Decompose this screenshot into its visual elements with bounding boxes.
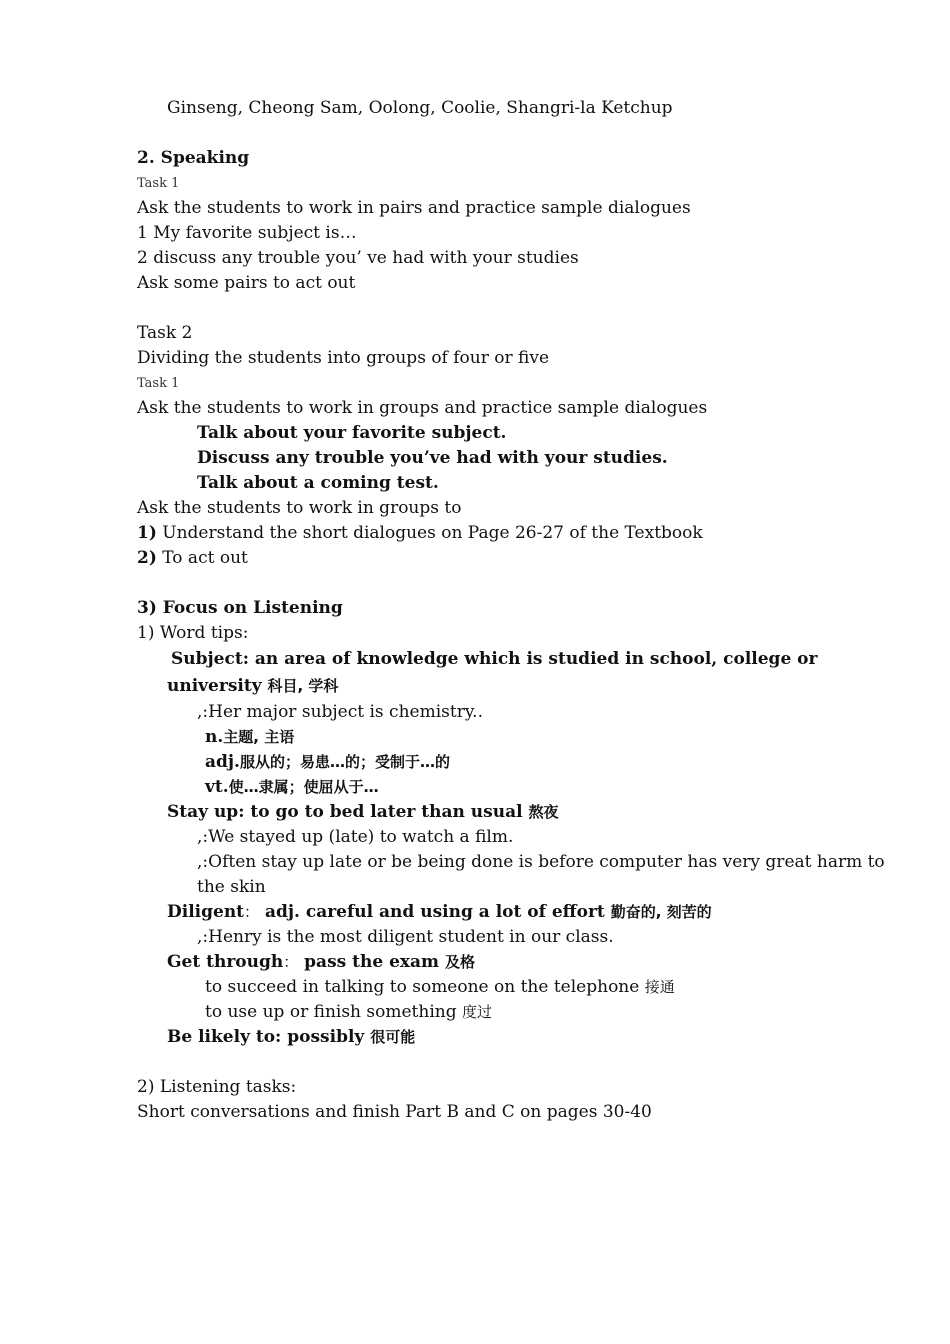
task1-item: 1 My favorite subject is… (137, 223, 357, 243)
task2-sub-label: Task 1 (137, 376, 180, 391)
groups-item-text: To act out (156, 548, 248, 568)
get-through-definition-text: pass the exam (298, 952, 445, 972)
get-through-sense-text: to use up or finish something (205, 1002, 463, 1022)
groups-item (137, 521, 927, 546)
stay-up-definition (137, 800, 927, 825)
task1-label: Task 1 (137, 176, 180, 191)
task2-topic: Talk about a coming test. (197, 473, 439, 493)
diligent-separator: ： (244, 903, 260, 921)
stay-up-definition-text: Stay up: to go to bed later than usual (167, 802, 529, 822)
stay-up-example-cont: the skin (197, 877, 266, 897)
listening-tasks-text: Short conversations and finish Part B and C on pages 30-40 (137, 1102, 652, 1122)
be-likely-translation: 很可能 (370, 1028, 416, 1046)
listening-heading: 3) Focus on Listening (137, 598, 343, 618)
subject-definition: Subject: an area of knowledge which is studied in school, college or (171, 649, 818, 669)
get-through-sense (137, 975, 927, 1000)
subject-translation: 科目, 学科 (267, 677, 339, 695)
get-through-separator: ： (283, 953, 299, 971)
subject-definition-cont (137, 673, 927, 700)
groups-intro: Ask the students to work in groups to (137, 498, 462, 518)
get-through-translation: 及格 (444, 953, 475, 971)
diligent-word: Diligent (167, 902, 245, 922)
get-through-sense (137, 1000, 927, 1025)
stay-up-translation: 熬夜 (528, 803, 559, 821)
task2-topic: Talk about your favorite subject. (197, 423, 507, 443)
get-through-word: Get through (167, 952, 284, 972)
task2-sub-instruction: Ask the students to work in groups and practice sample dialogues (137, 398, 708, 418)
subject-verb (137, 775, 927, 800)
get-through-sense-translation: 度过 (462, 1003, 493, 1021)
pos-translation: 主题, 主语 (223, 728, 295, 746)
pos-translation: 服从的；易患…的；受制于…的 (239, 753, 450, 771)
word-tips-label: 1) Word tips: (137, 623, 249, 643)
subject-noun (137, 725, 927, 750)
be-likely-definition (137, 1025, 927, 1050)
task2-topic: Discuss any trouble you’ve had with your studies. (197, 448, 668, 468)
document-page (137, 96, 927, 1125)
diligent-definition (137, 900, 927, 925)
subject-adjective (137, 750, 927, 775)
task1-act-out: Ask some pairs to act out (137, 273, 356, 293)
pos-label: adj. (205, 752, 240, 772)
stay-up-example: ,:We stayed up (late) to watch a film. (197, 827, 514, 847)
diligent-translation: 勤奋的, 刻苦的 (610, 903, 712, 921)
listening-tasks-label: 2) Listening tasks: (137, 1077, 297, 1097)
intro-words: Ginseng, Cheong Sam, Oolong, Coolie, Shangri-la Ketchup (167, 98, 673, 118)
get-through-sense-translation: 接通 (644, 978, 675, 996)
get-through-sense-text: to succeed in talking to someone on the telephone (205, 977, 645, 997)
speaking-heading: 2. Speaking (137, 148, 250, 168)
groups-item-number: 1) (137, 523, 157, 543)
pos-translation: 使…隶属；使屈从于… (228, 778, 379, 796)
pos-label: vt. (205, 777, 229, 797)
groups-item-number: 2) (137, 548, 157, 568)
be-likely-definition-text: Be likely to: possibly (167, 1027, 371, 1047)
subject-example: ,:Her major subject is chemistry.. (197, 702, 483, 722)
diligent-example: ,:Henry is the most diligent student in our class. (197, 927, 614, 947)
task2-instruction: Dividing the students into groups of four or five (137, 348, 550, 368)
task1-instruction: Ask the students to work in pairs and practice sample dialogues (137, 198, 691, 218)
task2-label: Task 2 (137, 323, 193, 343)
get-through-definition (137, 950, 927, 975)
pos-label: n. (205, 727, 224, 747)
subject-definition-word: university (167, 676, 268, 696)
diligent-definition-text: adj. careful and using a lot of effort (259, 902, 611, 922)
task1-item: 2 discuss any trouble you’ ve had with your studies (137, 248, 579, 268)
stay-up-example: ,:Often stay up late or be being done is before computer has very great harm to (197, 852, 885, 872)
groups-item (137, 546, 927, 571)
groups-item-text: Understand the short dialogues on Page 26-27 of the Textbook (156, 523, 703, 543)
